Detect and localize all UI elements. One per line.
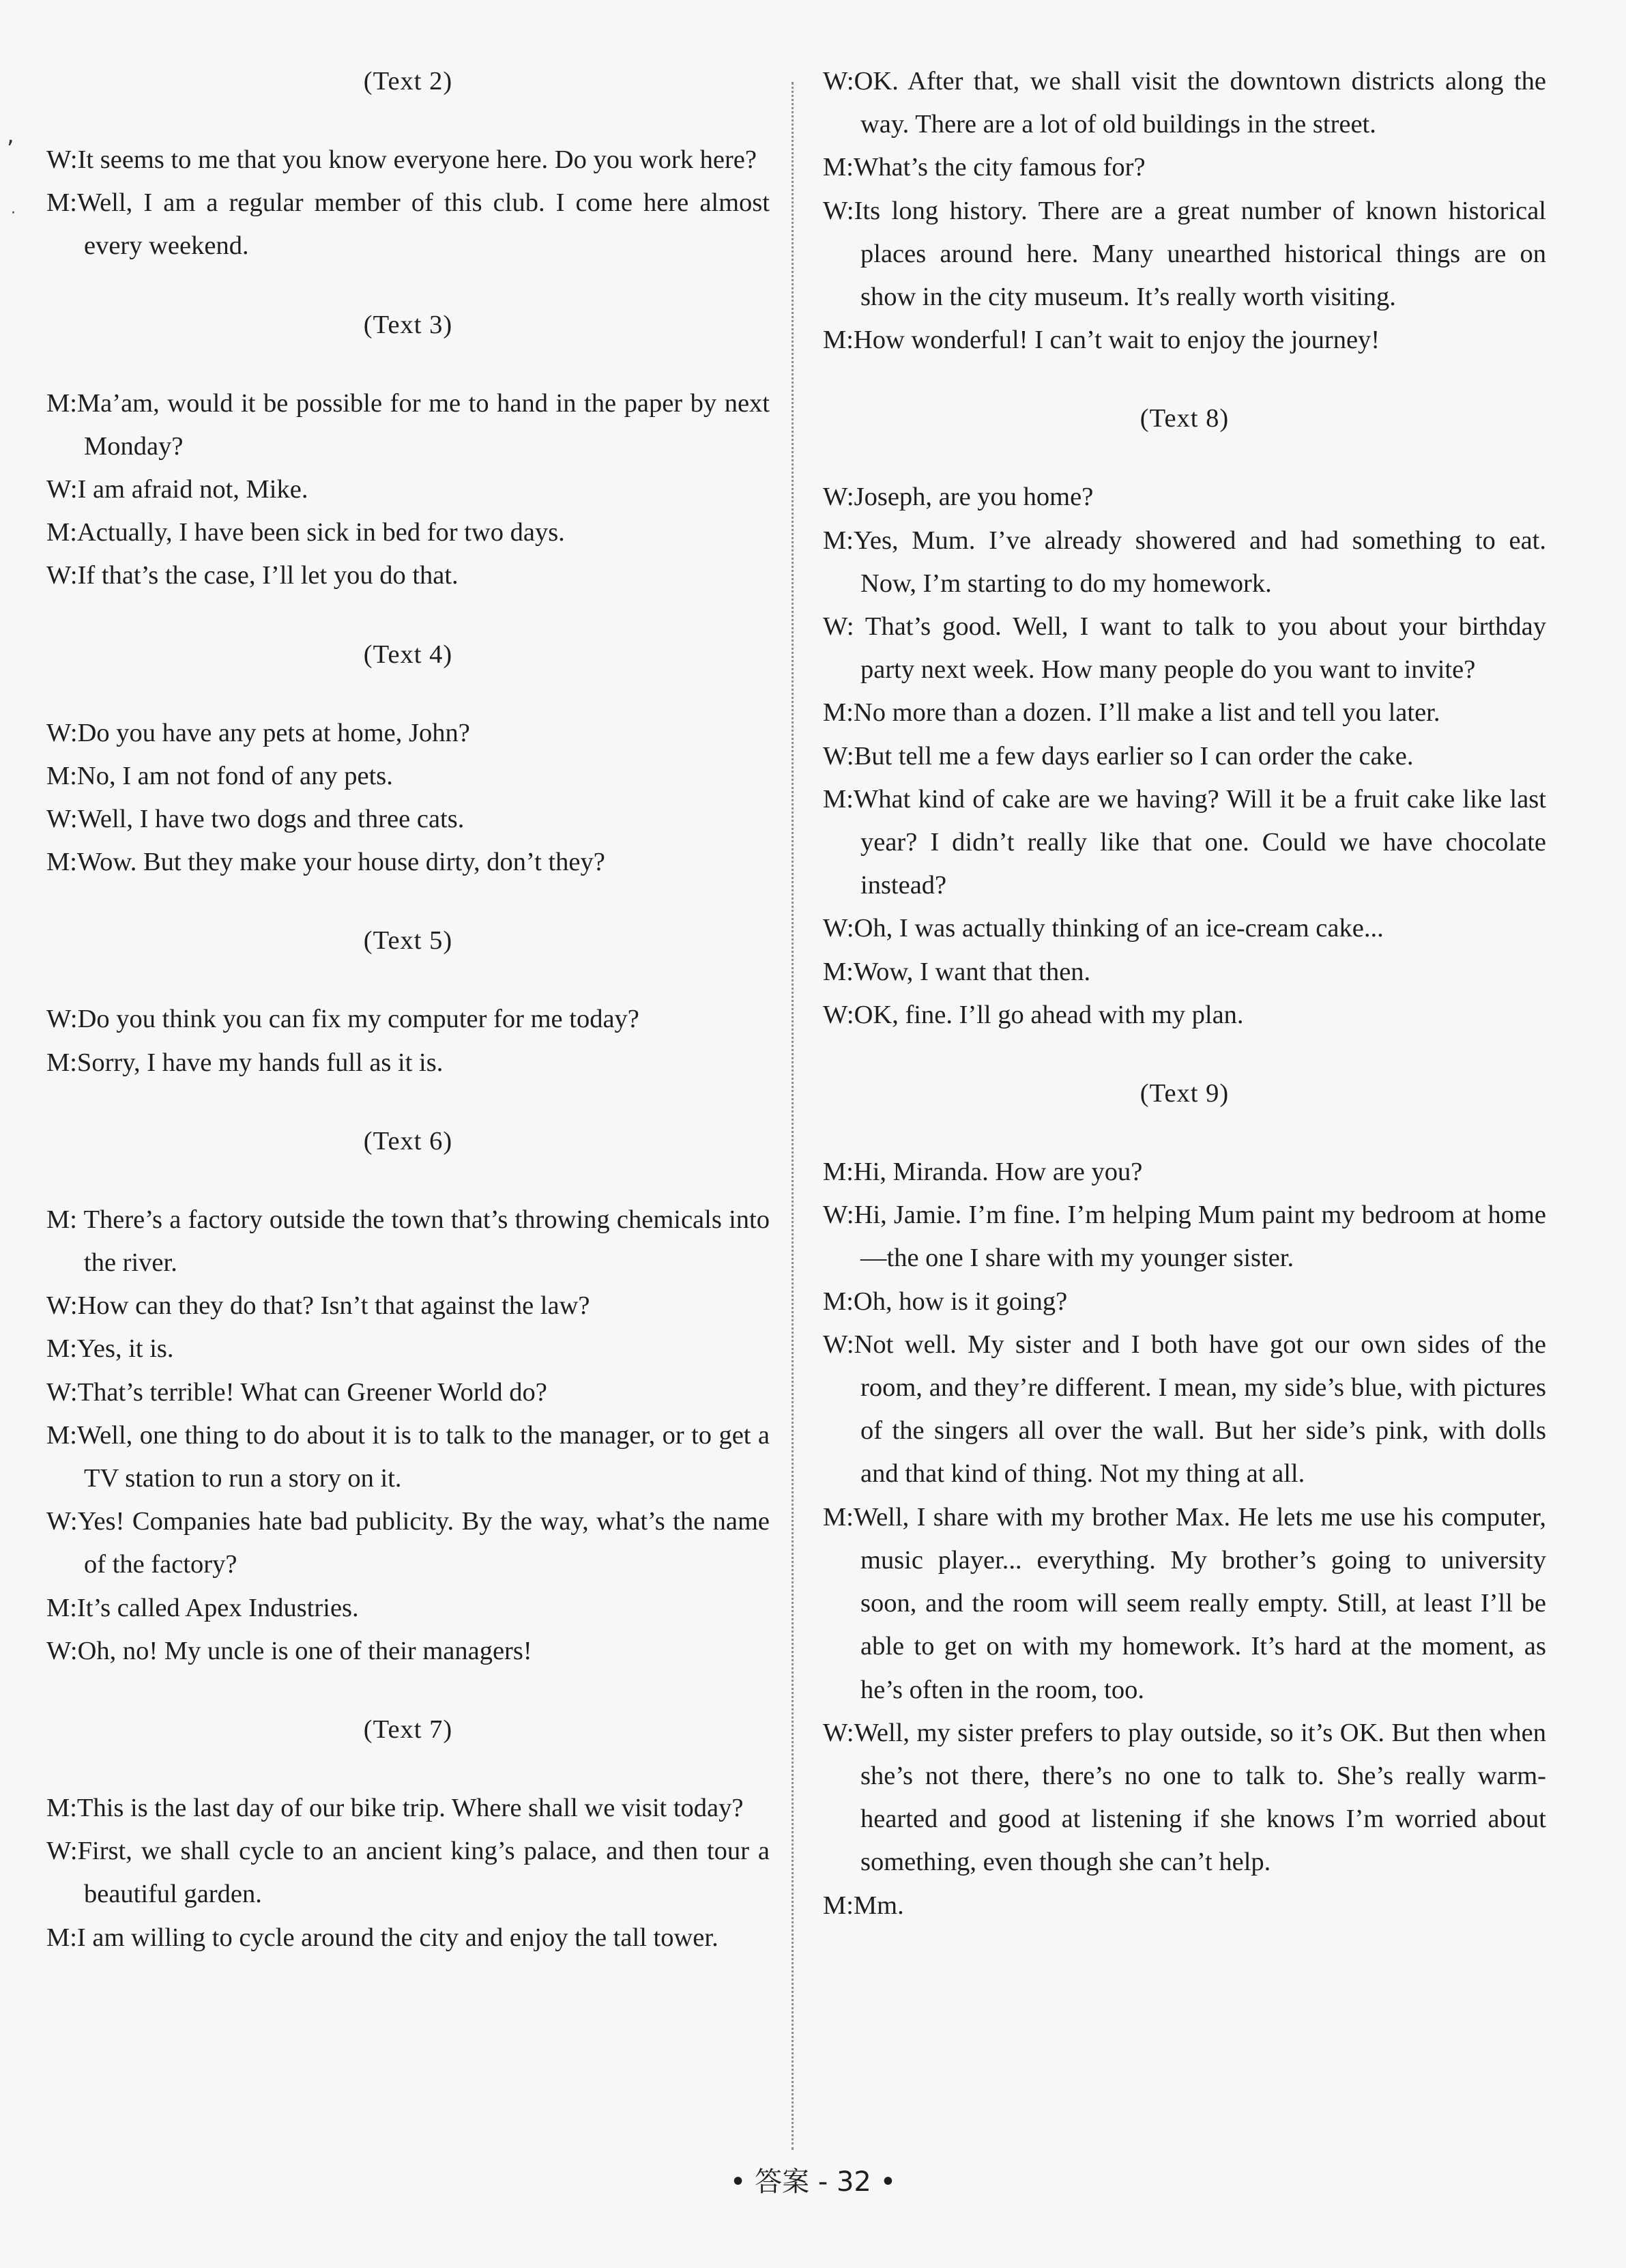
- dialogue-line: W:Hi, Jamie. I’m fine. I’m helping Mum paint my bedroom at home—the one I share with my younger sister.: [823, 1201, 1546, 1273]
- dialogue-section: [46, 919, 770, 1084]
- section-heading: (Text 4): [363, 640, 453, 669]
- dialogue-line: W:Not well. My sister and I both have got our own sides of the room, and they’re different. I mean, my side’s blue, with pictures of the singers all over the wall. But her side’s pink, with dolls and that kind of thing. Not my thing at all.: [823, 1330, 1546, 1489]
- section-heading: (Text 6): [363, 1126, 453, 1155]
- dialogue-line: M:It’s called Apex Industries.: [46, 1593, 359, 1622]
- section-heading: (Text 2): [363, 67, 453, 96]
- dialogue-section: [46, 60, 770, 268]
- section-heading: (Text 9): [1139, 1079, 1230, 1108]
- dialogue-section: [46, 633, 770, 885]
- dialogue-line: M:Wow. But they make your house dirty, don’t they?: [46, 848, 605, 877]
- dialogue-line: W:Well, my sister prefers to play outside, so it’s OK. But then when she’s not there, there’s no one to talk to. She’s really warm-hearted and good at listening if she knows I’m worried about something, even though she can’t help.: [823, 1718, 1546, 1877]
- dialogue-line: M:I am willing to cycle around the city and enjoy the tall tower.: [46, 1923, 718, 1952]
- dialogue-line: W: That’s good. Well, I want to talk to you about your birthday party next week. How many people do you want to invite?: [823, 612, 1546, 685]
- dialogue-line: W:Well, I have two dogs and three cats.: [46, 805, 465, 834]
- section-heading: (Text 3): [363, 310, 453, 339]
- dialogue-line: W:That’s terrible! What can Greener World do?: [46, 1377, 547, 1407]
- right-column: [823, 60, 1546, 1927]
- margin-mark: ,: [7, 121, 14, 149]
- dialogue-line: M:What’s the city famous for?: [823, 153, 1146, 182]
- dialogue-section: [46, 304, 770, 598]
- dialogue-line: M:How wonderful! I can’t wait to enjoy the journey!: [823, 326, 1380, 355]
- dialogue-line: M:Well, I am a regular member of this club. I come here almost every weekend.: [46, 188, 770, 261]
- dialogue-section: [46, 1120, 770, 1673]
- dialogue-line: M: There’s a factory outside the town that’s throwing chemicals into the river.: [46, 1205, 770, 1278]
- dialogue-line: W:Do you think you can fix my computer for me today?: [46, 1005, 639, 1034]
- dialogue-line: W:First, we shall cycle to an ancient king’s palace, and then tour a beautiful garden.: [46, 1837, 770, 1909]
- page-footer: • 答案 - 32 •: [729, 2166, 897, 2198]
- dialogue-line: W:If that’s the case, I’ll let you do that.: [46, 561, 459, 590]
- dialogue-section: [823, 397, 1546, 1037]
- dialogue-line: W:How can they do that? Isn’t that against the law?: [46, 1291, 590, 1321]
- dialogue-line: W:Do you have any pets at home, John?: [46, 718, 470, 747]
- dialogue-line: M:No more than a dozen. I’ll make a list and tell you later.: [823, 698, 1440, 728]
- dialogue-line: M:Yes, Mum. I’ve already showered and had something to eat. Now, I’m starting to do my homework.: [823, 526, 1546, 598]
- dialogue-line: M:This is the last day of our bike trip. Where shall we visit today?: [46, 1794, 744, 1823]
- dialogue-line: W:OK, fine. I’ll go ahead with my plan.: [823, 1000, 1244, 1029]
- left-column: [46, 60, 770, 1960]
- dialogue-line: M:Well, I share with my brother Max. He lets me use his computer, music player... everything. My brother’s going to university soon, and the room will seem really empty. Still, at least I’ll be able to get on with my homework. It’s hard at the moment, as he’s often in the room, too.: [823, 1502, 1546, 1704]
- dialogue-line: W:Yes! Companies hate bad publicity. By the way, what’s the name of the factory?: [46, 1507, 770, 1579]
- dialogue-line: W:Joseph, are you home?: [823, 483, 1094, 512]
- dialogue-section: [46, 1708, 770, 1960]
- dialogue-line: W:Oh, no! My uncle is one of their managers!: [46, 1636, 532, 1665]
- section-heading: (Text 7): [363, 1715, 453, 1745]
- dialogue-line: W:OK. After that, we shall visit the downtown districts along the way. There are a lot of old buildings in the street.: [823, 67, 1546, 139]
- dialogue-line: M:Hi, Miranda. How are you?: [823, 1158, 1143, 1187]
- dialogue-line: M:No, I am not fond of any pets.: [46, 761, 393, 790]
- dialogue-line: W:Oh, I was actually thinking of an ice-cream cake...: [823, 914, 1384, 943]
- section-heading: (Text 8): [1139, 404, 1230, 433]
- dialogue-line: W:But tell me a few days earlier so I can order the cake.: [823, 741, 1414, 771]
- column-divider: [792, 82, 794, 2150]
- margin-dot: ·: [11, 205, 16, 222]
- dialogue-section: [823, 60, 1546, 362]
- dialogue-line: W:It seems to me that you know everyone here. Do you work here?: [46, 145, 757, 174]
- dialogue-line: M:Ma’am, would it be possible for me to hand in the paper by next Monday?: [46, 388, 770, 461]
- dialogue-line: W:I am afraid not, Mike.: [46, 475, 308, 504]
- dialogue-line: M:Wow, I want that then.: [823, 957, 1091, 986]
- dialogue-line: M:Yes, it is.: [46, 1334, 174, 1364]
- dialogue-line: M:Oh, how is it going?: [823, 1287, 1068, 1316]
- dialogue-line: M:Actually, I have been sick in bed for two days.: [46, 518, 565, 547]
- section-heading: (Text 5): [363, 926, 453, 956]
- dialogue-line: M:Mm.: [823, 1891, 904, 1920]
- dialogue-line: M:Well, one thing to do about it is to talk to the manager, or to get a TV station to run a story on it.: [46, 1420, 770, 1493]
- dialogue-section: [823, 1072, 1546, 1927]
- dialogue-line: M:Sorry, I have my hands full as it is.: [46, 1048, 444, 1077]
- dialogue-line: W:Its long history. There are a great number of known historical places around here. Many unearthed historical things are on show in the city museum. It’s really worth visiting.: [823, 196, 1546, 312]
- dialogue-line: M:What kind of cake are we having? Will it be a fruit cake like last year? I didn’t really like that one. Could we have chocolate instead?: [823, 784, 1546, 900]
